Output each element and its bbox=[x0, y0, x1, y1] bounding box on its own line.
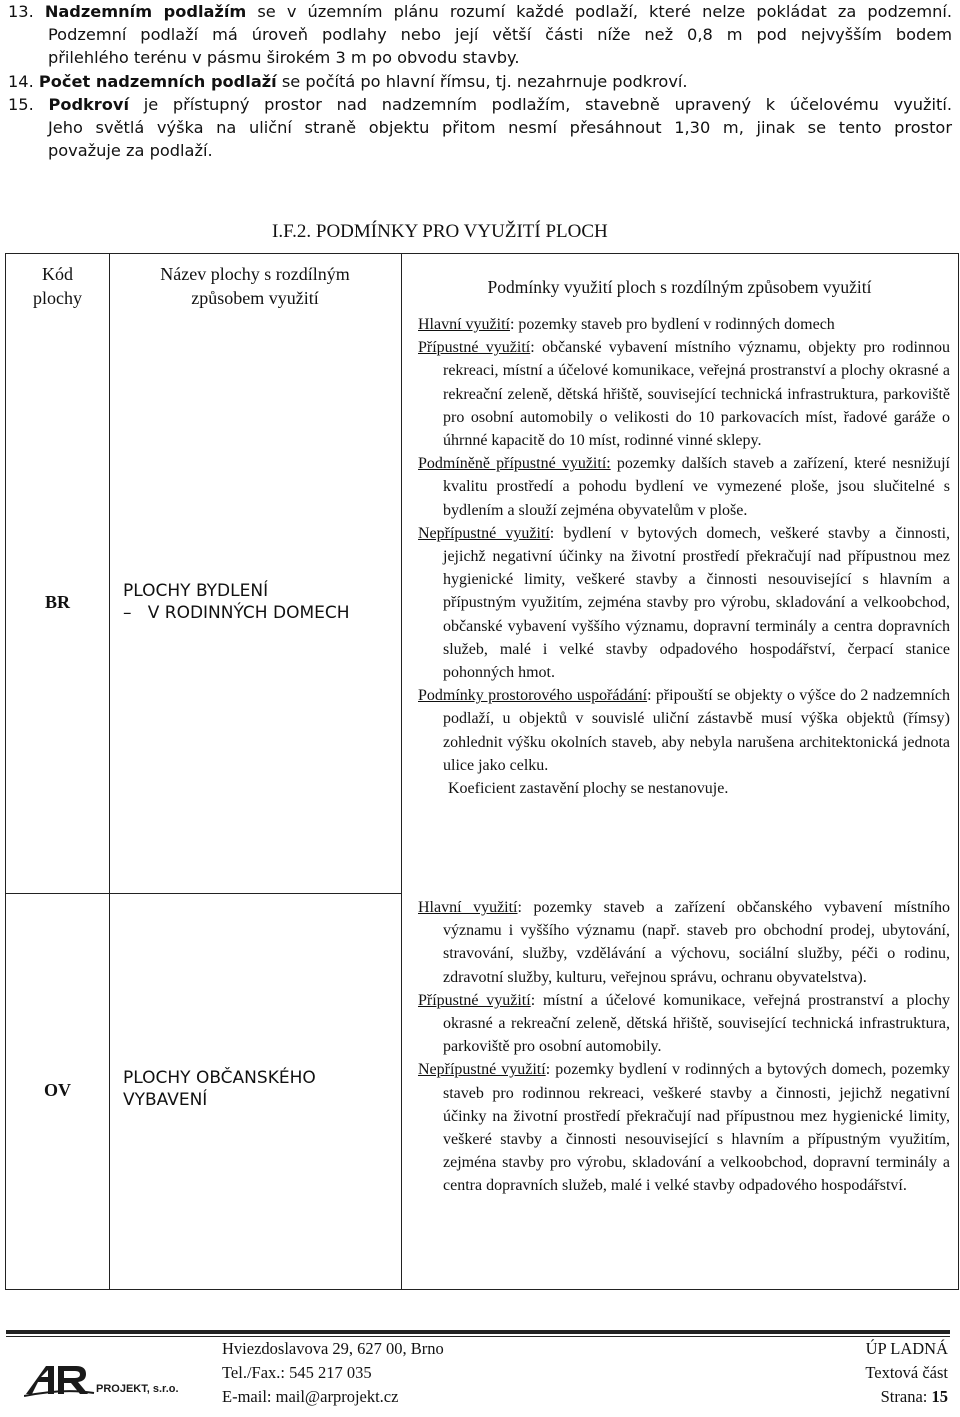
condition-label: Hlavní využití bbox=[418, 316, 510, 333]
condition-paragraph bbox=[418, 684, 950, 777]
definition-number: 15. bbox=[8, 94, 34, 114]
section-title: I.F.2. PODMÍNKY PRO VYUŽITÍ PLOCH bbox=[272, 221, 608, 242]
condition-note: Koeficient zastavění plochy se nestanovuje. bbox=[448, 780, 729, 798]
condition-label: Přípustné využití bbox=[418, 339, 531, 357]
condition-label: Podmínky prostorového uspořádání bbox=[418, 687, 648, 705]
condition-text: : bydlení v bytových domech, veškeré stavby a činnosti, jejichž negativní účinky na životní prostředí překračují nad přípustnou mez hygienické limity, veškeré stavby a činnosti nesouvisející s hlavním a přípustným využitím, zejména stavby pro výrobu, skladování a velkoobchod, občanské vybavení vyššího významu, dopravní terminály a centra dopravních služeb, malé i velké stavby odpadového hospodářství, čerpací stanice pohonných hmot. bbox=[443, 524, 951, 682]
row-name-line: PLOCHY OBČANSKÉHO bbox=[123, 1068, 316, 1088]
condition-label: Nepřípustné využití bbox=[418, 524, 550, 542]
definition-continuation: považuje za podlaží. bbox=[48, 141, 213, 161]
condition-label: Přípustné využití bbox=[418, 991, 531, 1009]
definition-number: 14. bbox=[8, 71, 34, 91]
definition-text: se počítá po hlavní římsu, tj. nezahrnuje podkroví. bbox=[276, 71, 688, 91]
definition-term: Počet nadzemních podlaží bbox=[38, 71, 277, 91]
ar-logo-icon bbox=[24, 1360, 204, 1400]
footer-page bbox=[865, 1385, 948, 1409]
definition-term: Podkroví bbox=[48, 94, 129, 114]
page-number: 15 bbox=[931, 1387, 948, 1406]
definition-item bbox=[8, 93, 952, 116]
header-conditions: Podmínky využití ploch s rozdílným způsobem využití bbox=[487, 277, 872, 297]
row-conditions-br bbox=[418, 313, 950, 800]
condition-text: : pozemky staveb a zařízení občanského vybavení místního významu i vyššího významu (např. staveb pro obchodní prodej, ubytování, stravování, služby, vzdělávání a výchovu, sociální služby, péči o rodinu, zdravotní služby, kulturu, veřejnou správu, ochranu obyvatelstva). bbox=[443, 899, 950, 986]
footer-doc-title: ÚP LADNÁ bbox=[865, 1339, 948, 1358]
footer-doc-part: Textová část bbox=[865, 1363, 948, 1382]
condition-label: Podmíněně přípustné využití: bbox=[418, 455, 611, 473]
header-name-line: Název plochy s rozdílným bbox=[160, 264, 350, 284]
footer-contact bbox=[222, 1337, 444, 1409]
dash-icon: – bbox=[123, 603, 132, 623]
footer-address: Hviezdoslavova 29, 627 00, Brno bbox=[222, 1339, 444, 1358]
definitions-list bbox=[8, 0, 952, 162]
header-code bbox=[6, 262, 109, 310]
footer-rule bbox=[6, 1330, 950, 1334]
row-name-line: PLOCHY BYDLENÍ bbox=[123, 581, 269, 601]
header-name-line: způsobem využití bbox=[191, 288, 319, 308]
definition-item bbox=[8, 70, 952, 93]
condition-text: : připouští se objekty o výšce do 2 nadzemních podlaží, u objektů v souvislé uliční zástavbě musí výška objektů (římsy) zohlednit výšku okolních staveb, aby nebyla narušena architektonická jednota ulice jako celku. bbox=[443, 687, 950, 774]
row-name-line: VYBAVENÍ bbox=[123, 1090, 208, 1110]
footer-rule bbox=[6, 1336, 950, 1337]
condition-text: : místní a účelové komunikace, veřejná prostranství a plochy okrasné a rekreační zeleně, dětská hřiště, související technická infrastruktura, parkoviště pro osobní automobily. bbox=[443, 991, 950, 1056]
footer-email: E-mail: mail@arprojekt.cz bbox=[222, 1387, 399, 1406]
definition-item bbox=[8, 0, 952, 23]
row-name-ov bbox=[123, 1067, 316, 1111]
condition-paragraph bbox=[418, 522, 950, 684]
logo-text: PROJEKT, s.r.o. bbox=[96, 1383, 179, 1395]
row-name-text: V RODINNÝCH DOMECH bbox=[147, 603, 350, 623]
header-code-line: plochy bbox=[33, 288, 82, 308]
definition-term: Nadzemním podlažím bbox=[44, 2, 247, 21]
condition-paragraph bbox=[418, 452, 950, 522]
condition-paragraph bbox=[418, 989, 950, 1059]
row-code-br: BR bbox=[44, 592, 70, 612]
row-conditions-ov bbox=[418, 896, 950, 1198]
definition-text: je přístupný prostor nad nadzemním podlažím, stavebně upravený k účelovému využití. bbox=[129, 94, 952, 114]
row-name-line bbox=[123, 602, 350, 624]
condition-text: : pozemky bydlení v rodinných a bytových domech, pozemky staveb pro rodinnou rekreaci, veškeré stavby a činnosti, jejichž negativní účinky na životní prostředí překračují nad přípustnou mez hygienické limity, veškeré stavby a činnosti nesouvisející s hlavním a přípustným využitím, zejména stavby pro výrobu, skladování a velkoobchod, dopravní terminály a centra dopravních služeb, malé i velké stavby odpadového hospodářství. bbox=[443, 1061, 951, 1195]
condition-paragraph bbox=[418, 896, 950, 989]
header-code-line: Kód bbox=[42, 264, 73, 284]
condition-text: pozemky dalších staveb a zařízení, které nesnižují kvalitu prostředí a pohodu bydlení ve vymezené ploše, jsou slučitelné s bydlením a slouží zejména obyvatelům v ploše. bbox=[443, 455, 950, 519]
row-name-br bbox=[123, 580, 350, 624]
definition-continuation: Jeho světlá výška na uliční straně objektu přitom nesmí přesáhnout 1,30 m, jinak se tento prostor bbox=[48, 118, 952, 138]
condition-text: : pozemky staveb pro bydlení v rodinných domech bbox=[509, 316, 835, 333]
condition-label: Nepřípustné využití bbox=[418, 1061, 546, 1079]
company-logo bbox=[24, 1360, 204, 1400]
definition-continuation: Podzemní podlaží má úroveň podlahy nebo její větší části níže než 0,8 m pod nejvyšším bodem bbox=[48, 25, 952, 45]
page-label: Strana: bbox=[880, 1387, 932, 1406]
table-divider bbox=[6, 893, 401, 894]
condition-label: Hlavní využití bbox=[418, 899, 518, 916]
definition-text: se v územním plánu rozumí každé podlaží, které nelze pokládat za podzemní. bbox=[246, 2, 952, 21]
table-divider bbox=[109, 254, 110, 1289]
condition-text: : občanské vybavení místního významu, objekty pro rodinnou rekreaci, místní a účelové komunikace, veřejná prostranství a plochy okrasné a rekreační zeleně, dětská hřiště, související technická infrastruktura, parkoviště pro osobní automobily o velikosti do 10 parkovacích míst, řadové garáže o úhrnné kapacitě do 10 míst, rodinné vinné sklepy. bbox=[443, 339, 951, 450]
footer-phone: Tel./Fax.: 545 217 035 bbox=[222, 1363, 372, 1382]
footer-doc-info bbox=[865, 1337, 948, 1409]
definition-continuation: přilehlého terénu v pásmu širokém 3 m po obvodu stavby. bbox=[48, 48, 520, 68]
row-code-ov: OV bbox=[44, 1080, 71, 1100]
condition-paragraph bbox=[418, 336, 950, 452]
condition-paragraph bbox=[418, 1058, 950, 1197]
condition-paragraph bbox=[418, 313, 950, 336]
conditions-table bbox=[5, 253, 959, 1290]
header-name bbox=[109, 262, 401, 310]
definition-number: 13. bbox=[8, 2, 34, 21]
table-divider bbox=[401, 254, 402, 1289]
